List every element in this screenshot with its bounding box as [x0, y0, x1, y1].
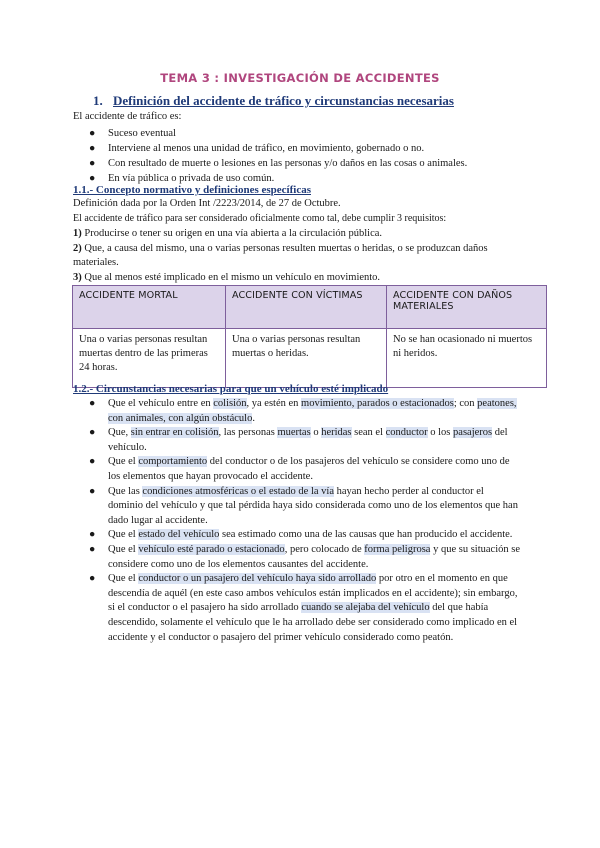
definition-source: Definición dada por la Orden Int /2223/2014, de 27 de Octubre. — [73, 198, 341, 209]
bullet-icon: ● — [89, 543, 96, 555]
section-1-heading — [93, 93, 454, 109]
bullet-text: Que el vehículo esté parado o estacionado, pero colocado de forma peligrosa y que su situación se considere como uno de los elementos causantes del accidente. — [108, 543, 520, 570]
highlight: comportamiento — [138, 456, 208, 468]
bullet-text: Suceso eventual — [108, 128, 176, 139]
highlight: estado del vehículo — [138, 529, 220, 541]
bullet-text: Que el estado del vehículo sea estimado como una de las causas que han producido el accidente. — [108, 529, 513, 541]
section-1-2-heading: 1.2.- Circunstancias necesarias para que un vehículo esté implicado — [73, 383, 389, 395]
accident-types-table — [72, 285, 547, 388]
bullet-icon: ● — [89, 398, 96, 409]
highlight: colisión — [213, 398, 247, 409]
highlight: cuando se alejaba del vehículo — [301, 602, 430, 614]
highlight: movimiento, parados o estacionados — [301, 398, 454, 409]
highlight: condiciones atmosféricas o el estado de la vía — [142, 485, 334, 497]
highlight: conductor o un pasajero del vehículo haya sido arrollado — [138, 573, 377, 585]
list-item — [0, 572, 520, 645]
requirement-3 — [73, 272, 380, 283]
bullet-icon: ● — [89, 485, 96, 497]
list-item — [0, 485, 520, 529]
definition-bullet-list — [0, 126, 520, 186]
bullet-text: Que las condiciones atmosféricas o el estado de la vía hayan hecho perder al conductor el dominio del vehículo y que tal pérdida haya sido considerada como uno de los elementos que han dado lugar al accidente. — [108, 485, 518, 526]
table-row — [73, 329, 547, 388]
bullet-icon: ● — [89, 143, 96, 154]
bullet-icon: ● — [89, 573, 96, 585]
highlight: pasajeros — [453, 427, 493, 439]
highlight: muertas — [277, 427, 311, 439]
bullet-icon: ● — [89, 128, 96, 139]
requirement-number: 3) — [73, 272, 82, 283]
section-1-1-heading: 1.1.- Concepto normativo y definiciones específicas — [73, 184, 311, 196]
table-cell: No se han ocasionado ni muertos ni heridos. — [387, 329, 547, 388]
requirement-text: Producirse o tener su origen en una vía abierta a la circulación pública. — [84, 228, 383, 239]
requirement-number: 2) — [73, 243, 82, 254]
requirement-text: Que, a causa del mismo, una o varias personas resulten muertas o heridas, o se produzcan daños — [84, 243, 488, 254]
bullet-icon: ● — [89, 173, 96, 184]
bullet-icon: ● — [89, 456, 96, 468]
list-item — [0, 426, 520, 455]
bullet-text: Que el comportamiento del conductor o de los pasajeros del vehículo se considere como uno de los elementos que hayan provocado el accidente. — [108, 456, 510, 482]
list-item — [0, 528, 520, 543]
list-item — [0, 156, 520, 171]
requirement-text: Que al menos esté implicado en el mismo un vehículo en movimiento. — [84, 272, 381, 283]
list-item — [0, 397, 520, 426]
highlight: vehículo esté parado o estacionado — [138, 543, 285, 555]
requirement-2 — [73, 243, 488, 254]
bullet-icon: ● — [89, 158, 96, 169]
bullet-text: Que, sin entrar en colisión, las personas muertas o heridas sean el conductor o los pasajeros del vehículo. — [108, 427, 508, 453]
section-1-title: Definición del accidente de tráfico y circunstancias necesarias — [113, 93, 454, 108]
section-1-intro: El accidente de tráfico es: — [73, 111, 182, 122]
bullet-icon: ● — [89, 427, 96, 439]
highlight: conductor — [385, 427, 428, 439]
bullet-icon: ● — [89, 529, 96, 541]
list-item — [0, 455, 520, 484]
highlight: forma peligrosa — [364, 543, 431, 555]
bullet-text: En vía pública o privada de uso común. — [108, 173, 275, 184]
table-header-row — [73, 286, 547, 329]
highlight: heridas — [321, 427, 352, 439]
requirement-number: 1) — [73, 228, 82, 239]
list-item — [0, 543, 520, 572]
highlight: sin entrar en colisión — [130, 427, 219, 439]
bullet-text: Interviene al menos una unidad de tráfico, en movimiento, gobernado o no. — [108, 143, 425, 154]
table-cell: Una o varias personas resultan muertas dentro de las primeras 24 horas. — [73, 329, 226, 388]
section-1-number: 1. — [93, 93, 103, 108]
table-header-cell: ACCIDENTE MORTAL — [73, 286, 226, 329]
list-item — [0, 126, 520, 141]
bullet-text: Que el vehículo entre en colisión, ya estén en movimiento, parados o estacionados; con peatones, con animales, con algún obstáculo. — [108, 398, 517, 424]
table-cell: Una o varias personas resultan muertas o heridas. — [226, 329, 387, 388]
highlight: peatones, con animales, con algún obstáculo — [108, 398, 517, 424]
bullet-text: Que el conductor o un pasajero del vehículo haya sido arrollado por otro en el momento en que descendía de aquél (en este caso ambos vehículos están implicados en el accidente); sin embargo, si el conductor o el pasajero ha sido arrollado cuando se alejaba del vehículo del que había descendido, solamente el vehículo que le ha arrollado debe ser considerado como implicado en el accidente y el conductor o pasajero del primer vehículo considerado como peatón. — [108, 573, 518, 643]
bullet-text: Con resultado de muerte o lesiones en las personas y/o daños en las cosas o animales. — [108, 158, 468, 169]
requirement-2-continued: materiales. — [73, 257, 119, 268]
list-item — [0, 141, 520, 156]
page-title: TEMA 3 : INVESTIGACIÓN DE ACCIDENTES — [160, 71, 440, 85]
requirement-1 — [73, 228, 382, 239]
table-header-cell: ACCIDENTE CON DAÑOS MATERIALES — [387, 286, 547, 329]
requirements-intro: El accidente de tráfico para ser considerado oficialmente como tal, debe cumplir 3 requisitos: — [73, 213, 447, 224]
table-header-cell: ACCIDENTE CON VÍCTIMAS — [226, 286, 387, 329]
circumstances-bullet-list — [0, 397, 520, 645]
